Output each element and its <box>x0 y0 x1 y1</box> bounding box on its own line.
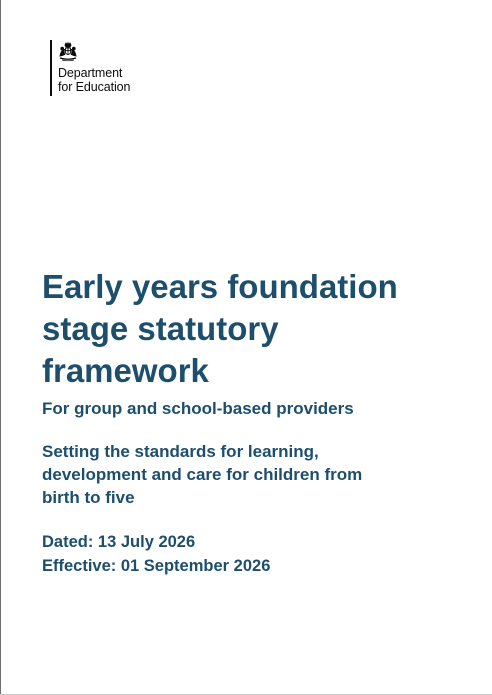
title-line: Early years foundation <box>42 268 398 305</box>
department-logo <box>50 40 160 96</box>
title-line: framework <box>42 352 209 389</box>
strapline-line: Setting the standards for learning, <box>42 442 319 461</box>
effective-date-text: Effective: 01 September 2026 <box>42 557 271 575</box>
page-left-border <box>0 0 1 695</box>
document-subtitle: For group and school-based providers <box>42 399 354 418</box>
royal-coat-of-arms-icon <box>56 42 80 62</box>
department-name-line-1: Department <box>58 66 123 80</box>
department-name-line-2: for Education <box>58 80 131 94</box>
strapline-line: development and care for children from <box>42 465 363 484</box>
document-strapline <box>42 440 482 509</box>
strapline-line: birth to five <box>42 488 135 507</box>
dated-text: Dated: 13 July 2026 <box>42 533 196 551</box>
logo-divider <box>50 40 52 96</box>
document-title <box>42 266 482 392</box>
title-line: stage statutory <box>42 310 279 347</box>
